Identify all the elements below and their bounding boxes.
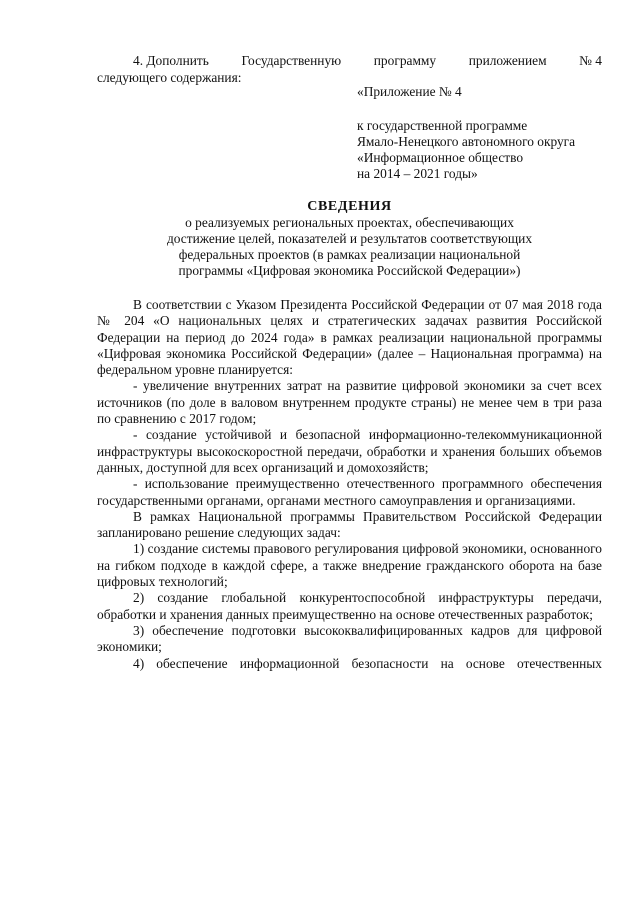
- intro-word: № 4: [579, 53, 602, 68]
- paragraph-bullet-infrastructure: - создание устойчивой и безопасной информационно-телекоммуникационной инфраструктуры высокоскоростной передачи, обработки и хранения больших объемов данных, доступной для всех организаций и домохозяйств;: [97, 427, 602, 475]
- intro-paragraph: [97, 52, 602, 86]
- appendix-line: на 2014 – 2021 годы»: [357, 166, 478, 181]
- paragraph-task-4: 4) обеспечение информационной безопасности на основе отечественных: [133, 655, 602, 671]
- paragraph-bullet-software: - использование преимущественно отечественного программного обеспечения государственными органами, органами местного самоуправления и организациями.: [97, 476, 602, 508]
- appendix-line: «Информационное общество: [357, 150, 524, 165]
- paragraph-task-3: 3) обеспечение подготовки высококвалифицированных кадров для цифровой экономики;: [97, 622, 602, 655]
- appendix-line: Ямало-Ненецкого автономного округа: [357, 134, 576, 149]
- paragraph-decree: В соответствии с Указом Президента Российской Федерации от 07 мая 2018 года № 204 «О национальных целях и стратегических задачах развития Российской Федерации на период до 2024 года» в рамках реализации национальной программы «Цифровая экономика Российской Федерации» (далее – Национальная программа) на федеральном уровне планируется:: [97, 297, 602, 378]
- intro-line-2: следующего содержания:: [97, 70, 242, 85]
- heading-title: СВЕДЕНИЯ: [307, 199, 392, 214]
- paragraph-tasks-intro: В рамках Национальной программы Правительством Российской Федерации запланировано решение следующих задач:: [97, 508, 602, 541]
- intro-line-1: [97, 52, 602, 69]
- intro-word: 4. Дополнить: [133, 53, 209, 68]
- heading-line: о реализуемых региональных проектах, обеспечивающих: [185, 215, 514, 230]
- intro-word: программу: [373, 53, 437, 68]
- heading-line: достижение целей, показателей и результатов соответствующих: [166, 231, 533, 246]
- appendix-title: «Приложение № 4: [357, 84, 462, 99]
- heading-line: федеральных проектов (в рамках реализации национальной: [178, 247, 521, 262]
- appendix-line: к государственной программе: [357, 118, 528, 133]
- heading-line: программы «Цифровая экономика Российской Федерации»): [178, 263, 521, 278]
- document-body: [97, 297, 602, 672]
- intro-word: приложением: [468, 53, 547, 68]
- paragraph-task-1: 1) создание системы правового регулирования цифровой экономики, основанного на гибком подходе в каждой сфере, а также внедрение гражданского оборота на базе цифровых технологий;: [97, 541, 602, 590]
- appendix-reference: [357, 118, 607, 182]
- paragraph-bullet-costs: - увеличение внутренних затрат на развитие цифровой экономики за счет всех источников (по доле в валовом внутреннем продукте страны) не менее чем в три раза по сравнению с 2017 годом;: [97, 378, 602, 427]
- intro-word: Государственную: [241, 53, 342, 68]
- section-heading: [97, 199, 602, 279]
- paragraph-task-2: 2) создание глобальной конкурентоспособной инфраструктуры передачи, обработки и хранения данных преимущественно на основе отечественных разработок;: [97, 590, 602, 622]
